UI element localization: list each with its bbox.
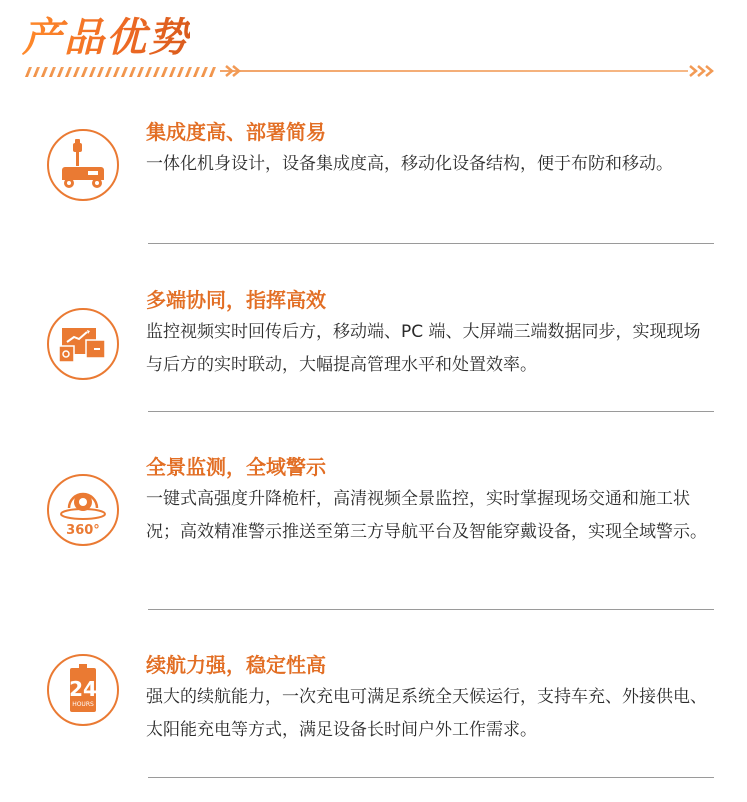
feature-title: 全景监测，全域警示 (146, 455, 326, 479)
icon-label-24: 24 (69, 677, 97, 701)
camera-360-icon (49, 476, 117, 544)
section-header (0, 0, 747, 90)
icon-circle (47, 474, 119, 546)
divider (148, 411, 714, 412)
section-title: 产品优势 (22, 6, 190, 63)
multi-screen-monitor-icon (49, 310, 117, 378)
battery-24-hours-icon (49, 656, 117, 724)
chevron-left-icon (222, 64, 262, 78)
feature-description: 强大的续航能力，一次充电可满足系统全天候运行，支持车充、外接供电、太阳能充电等方式，满足设备长时间户外工作需求。 (146, 687, 707, 740)
divider (148, 777, 714, 778)
feature-description: 一体化机身设计，设备集成度高，移动化设备结构，便于布防和移动。 (146, 154, 673, 174)
stripes-decoration (22, 67, 222, 77)
chevron-right-icon (688, 64, 728, 78)
icon-circle (47, 654, 119, 726)
feature-description: 一键式高强度升降桅杆，高清视频全景监控，实时掌握现场交通和施工状况；高效精准警示推送至第三方导航平台及智能穿戴设备，实现全域警示。 (146, 489, 707, 542)
feature-title: 集成度高、部署简易 (146, 120, 326, 144)
icon-label-360: 360° (66, 523, 100, 538)
robot-vehicle-icon (49, 131, 117, 199)
icon-circle (47, 129, 119, 201)
header-rule-line (220, 70, 688, 72)
feature-description: 监控视频实时回传后方，移动端、PC 端、大屏端三端数据同步，实现现场与后方的实时联动，大幅提高管理水平和处置效率。 (146, 322, 701, 375)
feature-title: 续航力强，稳定性高 (146, 653, 326, 677)
icon-label-hours: HOURS (72, 701, 94, 708)
divider (148, 243, 714, 244)
feature-title: 多端协同，指挥高效 (146, 288, 326, 312)
icon-circle (47, 308, 119, 380)
divider (148, 609, 714, 610)
